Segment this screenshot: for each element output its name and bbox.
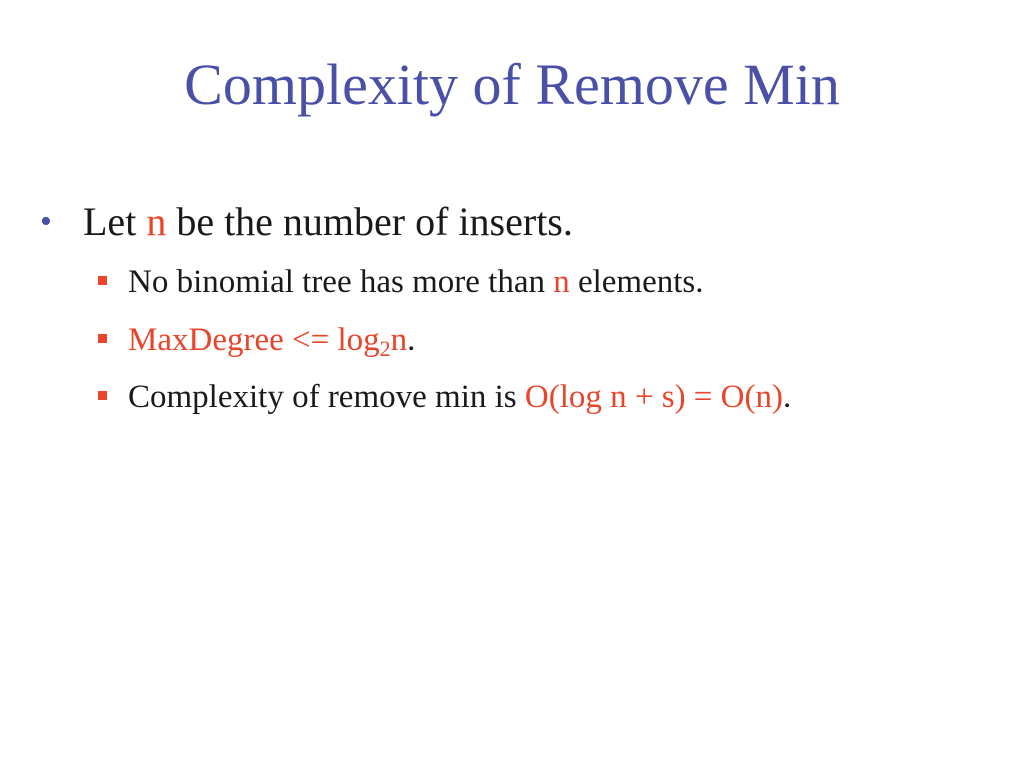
complexity-expression: O(log n + s) = O(n) — [524, 379, 783, 415]
square-bullet-icon — [98, 391, 107, 400]
square-bullet-icon — [98, 276, 107, 285]
sub-bullet-text — [128, 377, 791, 417]
variable-n: n — [553, 264, 570, 300]
bullet-dot-icon: • — [40, 203, 52, 240]
variable-n: n — [146, 199, 167, 244]
max-degree-text: MaxDegree <= log — [128, 322, 380, 358]
sub-bullet-text — [128, 262, 704, 302]
variable-n: n — [390, 322, 408, 358]
square-bullet-icon — [98, 334, 107, 343]
bullet-text — [83, 196, 573, 248]
bullet-suffix: be the number of inserts. — [166, 199, 573, 244]
sub-bullet-suffix: . — [407, 322, 416, 358]
sub-bullet-suffix: . — [782, 379, 792, 415]
bullet-prefix: Let — [83, 199, 147, 244]
slide-title: Complexity of Remove Min — [184, 52, 840, 117]
log-subscript: 2 — [379, 336, 391, 361]
sub-bullet-prefix: Complexity of remove min is — [128, 379, 525, 415]
sub-bullet-prefix: No binomial tree has more than — [128, 264, 554, 300]
sub-bullet-suffix: elements. — [569, 264, 704, 300]
sub-bullet-text — [128, 320, 415, 360]
